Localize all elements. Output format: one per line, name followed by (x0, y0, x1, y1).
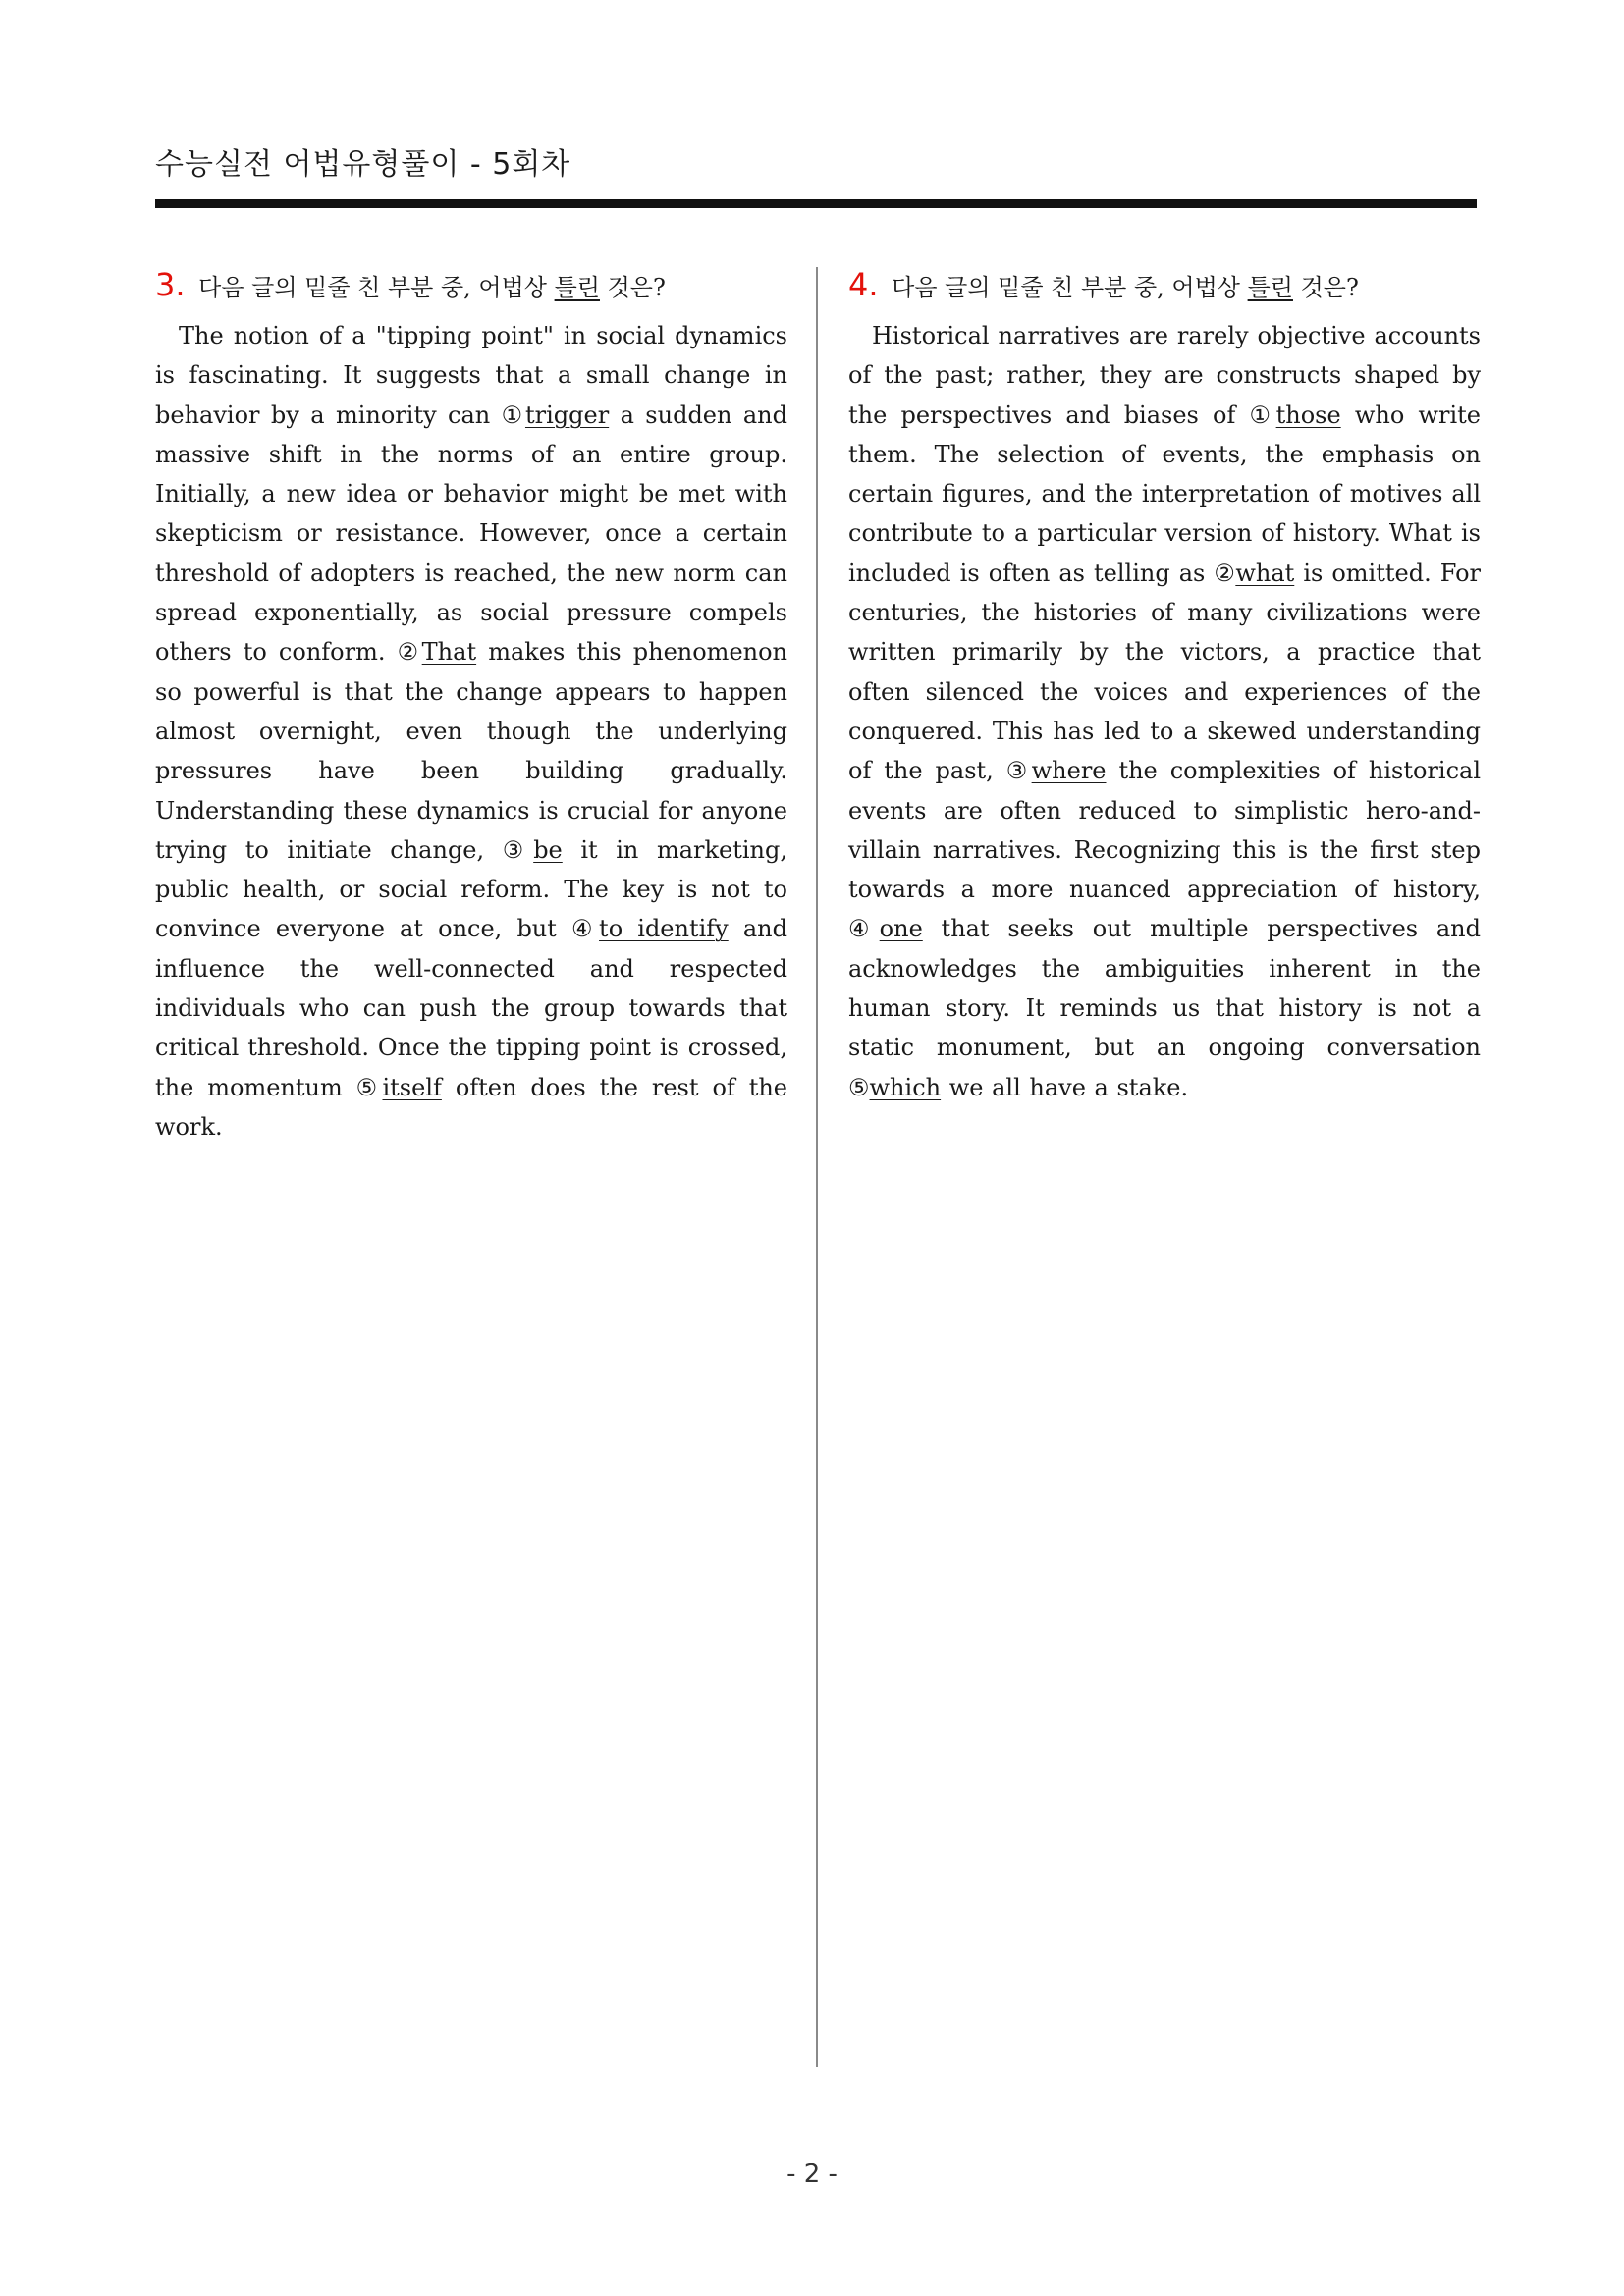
prompt-text: 다음 글의 밑줄 친 부분 중, 어법상 (892, 274, 1248, 301)
question-number: 4. (848, 266, 879, 303)
choice-underlined-text: to identify (599, 915, 729, 943)
choice-underlined-text: what (1235, 559, 1295, 587)
passage-text: who write them. The selection of events, the emphasis on certain figures, and the interpretation of motives all contribute to a particular version of history. What is included is often as telling as (848, 400, 1482, 587)
passage-text: the complexities of historical events are often reduced to simplistic hero-and-villain narratives. Recognizing this is the first step towards a more nuanced appreciation of history, (848, 757, 1481, 904)
answer-choice (502, 401, 610, 429)
prompt-text: 것은? (1292, 274, 1359, 301)
question-3 (155, 265, 787, 1147)
prompt-underlined: 틀린 (554, 274, 600, 301)
choice-number: ④ (571, 915, 600, 943)
answer-choice (356, 1074, 442, 1101)
question-4 (848, 265, 1481, 1107)
choice-underlined-text: those (1275, 400, 1341, 429)
question-heading (848, 265, 1481, 304)
answer-choice (571, 915, 729, 942)
choice-number: ① (1249, 400, 1276, 429)
choice-number: ④ (848, 915, 880, 943)
choice-underlined-text: itself (382, 1073, 442, 1101)
choice-number: ② (397, 638, 422, 667)
passage-text: that seeks out multiple perspectives and acknowledges the ambiguities inherent in the human story. It reminds us that history is not a static monument, but an ongoing conversation (848, 915, 1481, 1062)
question-prompt (198, 274, 666, 301)
passage-text: The notion of a "tipping point" in social dynamics is fascinating. It suggests that a small change in behavior by a minority can (155, 322, 787, 429)
passage-text: is omitted. For centuries, the histories of many civilizations were written primarily by the victors, a practice that often silenced the voices and experiences of the conquered. This has led to a skewed understanding of the past, (848, 559, 1481, 785)
page-number: - 2 - (786, 2160, 838, 2189)
answer-choice (503, 836, 563, 864)
passage (155, 316, 787, 1147)
passage-text: often does the rest of the work. (155, 1073, 788, 1141)
choice-number: ③ (502, 835, 534, 864)
header-title: 수능실전 어법유형풀이 - 5회차 (155, 147, 571, 182)
choice-number: ① (501, 400, 525, 429)
header-rule (155, 199, 1477, 208)
prompt-text: 다음 글의 밑줄 친 부분 중, 어법상 (198, 274, 555, 301)
answer-choice (848, 1074, 941, 1101)
page-header (155, 147, 1477, 187)
passage-text: a sudden and massive shift in the norms of an entire group. Initially, a new idea or behavior might be met with skepticism or resistance. However, once a certain threshold of adopters is reached, the new norm can spread exponentially, as social pressure compels others to conform. (155, 400, 787, 667)
passage (848, 316, 1481, 1107)
answer-choice (1006, 757, 1107, 784)
choice-underlined-text: be (533, 835, 563, 864)
question-heading (155, 265, 787, 304)
answer-choice (1250, 401, 1341, 429)
choice-underlined-text: which (869, 1073, 942, 1101)
passage-text: Historical narratives are rarely objective accounts of the past; rather, they are constructs shaped by the perspectives and biases of (848, 322, 1481, 429)
choice-underlined-text: That (421, 638, 477, 667)
answer-choice (848, 915, 923, 942)
passage-text: it in marketing, public health, or social reform. The key is not to convince everyone at once, but (155, 835, 787, 943)
question-number: 3. (155, 266, 186, 303)
choice-number: ③ (1005, 757, 1032, 785)
choice-number: ⑤ (848, 1073, 870, 1101)
choice-underlined-text: trigger (524, 400, 610, 429)
passage-text: makes this phenomenon so powerful is that the change appears to happen almost overnight, even though the underlying pressures have been building gradually. Understanding these dynamics is crucial for anyone trying to initiate change, (155, 638, 788, 864)
choice-underlined-text: one (879, 915, 923, 943)
prompt-underlined: 틀린 (1247, 274, 1293, 301)
question-prompt (892, 274, 1359, 301)
choice-underlined-text: where (1031, 757, 1107, 785)
answer-choice (1214, 560, 1294, 587)
choice-number: ② (1214, 559, 1236, 587)
column-divider (816, 267, 818, 2067)
passage-text: we all have a stake. (941, 1073, 1189, 1101)
passage-text: and influence the well-connected and respected individuals who can push the group towards that critical threshold. Once the tipping point is crossed, the momentum (155, 915, 787, 1101)
prompt-text: 것은? (599, 274, 666, 301)
answer-choice (398, 638, 476, 666)
choice-number: ⑤ (355, 1073, 383, 1101)
